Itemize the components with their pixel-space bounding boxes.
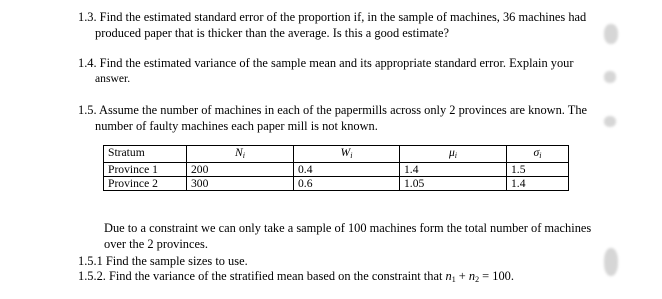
smudge-mark	[604, 71, 616, 83]
smudge-mark	[604, 248, 618, 276]
cell-w: 0.4	[294, 163, 400, 177]
strata-table-header	[104, 146, 569, 163]
n-symbol: n	[445, 269, 452, 283]
question-1-3	[78, 9, 586, 41]
cell-stratum: Province 1	[104, 163, 187, 177]
question-1-5-2-text: 1.5.2. Find the variance of the stratified mean based on the constraint that	[78, 269, 446, 283]
question-1-5-1: 1.5.1 Find the sample sizes to use.	[78, 254, 248, 268]
constraint-note-line2: over the 2 provinces.	[104, 237, 208, 251]
cell-mu: 1.4	[400, 163, 507, 177]
table-row	[104, 177, 569, 191]
cell-n: 200	[187, 163, 294, 177]
cell-mu: 1.05	[400, 177, 507, 191]
cell-stratum: Province 2	[104, 177, 187, 191]
header-stratum: Stratum	[104, 146, 187, 163]
cell-n: 300	[187, 177, 294, 191]
strata-table	[103, 145, 569, 191]
cell-sigma: 1.5	[507, 163, 569, 177]
question-1-5-line2: number of faulty machines each paper mill is not known.	[95, 119, 378, 133]
subscript-1: 1	[451, 275, 456, 284]
question-1-3-line2: produced paper that is thicker than the average. Is this a good estimate?	[95, 26, 450, 40]
question-1-5-line1: 1.5. Assume the number of machines in each of the papermills across only 2 provinces are known. The	[78, 103, 588, 117]
question-1-4	[78, 55, 573, 87]
n-symbol: n	[468, 269, 476, 283]
table-row	[104, 163, 569, 177]
cell-w: 0.6	[294, 177, 400, 191]
equals-100: = 100.	[479, 269, 514, 283]
header-mu-i: $\mu_i$	[400, 146, 507, 163]
smudge-mark	[604, 116, 616, 127]
header-n-i: $N_i$	[187, 146, 294, 163]
question-1-3-line1: 1.3. Find the estimated standard error of the proportion if, in the sample of machines, 36 machines had	[78, 10, 587, 24]
question-1-4-line1: 1.4. Find the estimated variance of the sample mean and its appropriate standard error. Explain your	[78, 56, 574, 70]
header-sigma-i: $\sigma_i$	[507, 146, 569, 163]
smudge-mark	[604, 24, 618, 44]
question-1-5-2	[78, 268, 514, 288]
cell-sigma: 1.4	[507, 177, 569, 191]
subscript-2: 2	[475, 275, 480, 284]
question-1-4-line2: answer.	[95, 72, 131, 85]
constraint-note	[104, 220, 591, 252]
constraint-note-line1: Due to a constraint we can only take a sample of 100 machines form the total number of machines	[104, 221, 592, 235]
plus-sign: +	[455, 269, 469, 283]
header-w-i: $W_i$	[294, 146, 400, 163]
question-1-5	[78, 102, 587, 134]
